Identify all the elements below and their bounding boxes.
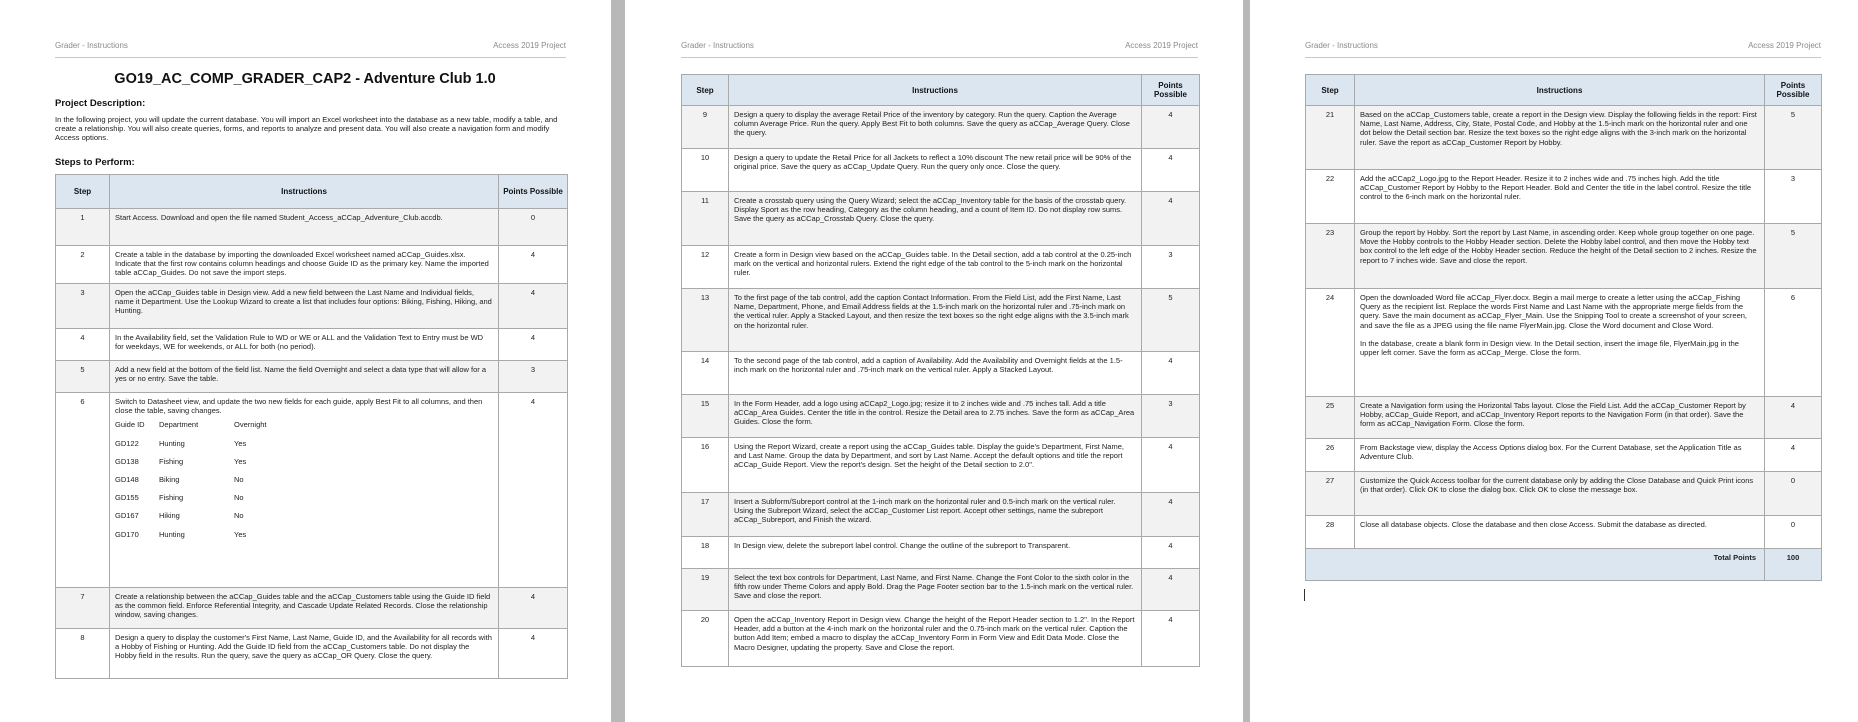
step-instructions: Design a query to update the Retail Price for all Jackets to reflect a 10% discount The new retail price will be 90% of the original price. Save the query as aCCap_Update Query. Run the query only once. Close the query. (729, 149, 1142, 192)
guide-id: GD138 (115, 456, 139, 466)
instructions-column-header: Instructions (729, 75, 1142, 106)
overnight: No (234, 475, 244, 485)
text-cursor (1304, 589, 1305, 601)
step-number: 24 (1306, 289, 1355, 397)
step-points: 4 (1142, 149, 1200, 192)
project-description-text: In the following project, you will update the current database. You will import an Excel worksheet into the database as a new table, modify a table, and create a relationship. You will also create queries, forms, and reports to analyze and present data. You will also create a navigation form and modify Access options. (55, 115, 558, 142)
header-left: Grader - Instructions (1305, 41, 1378, 50)
table-row (56, 361, 568, 393)
step-number: 8 (56, 629, 110, 679)
table-row (682, 246, 1200, 289)
step-points: 4 (499, 588, 568, 629)
overnight-header: Overnight (234, 420, 267, 430)
points-column-header: Points Possible (1142, 75, 1200, 106)
overnight: Yes (234, 529, 247, 539)
department: Fishing (159, 493, 184, 503)
step-number: 13 (682, 289, 729, 352)
table-row (682, 493, 1200, 537)
step-number: 16 (682, 438, 729, 493)
step-instructions: In Design view, delete the subreport label control. Change the outline of the subreport to Transparent. (729, 537, 1142, 569)
table-row (1306, 516, 1822, 549)
step-instructions: Create a crosstab query using the Query Wizard; select the aCCap_Inventory table for the basis of the crosstab query. Display Sport as the row heading, Category as the column heading, and a count of Item ID. Do not display row sums. Save the query as aCCap_Crosstab Query. Close the query. (729, 192, 1142, 246)
step-instructions: Create a form in Design view based on the aCCap_Guides table. In the Detail section, add a tab control at the 0.25-inch mark on the vertical and horizontal rulers. Extend the right edge of the tab control to the 5-inch mark on the horizontal ruler. (729, 246, 1142, 289)
steps-heading: Steps to Perform: (55, 157, 135, 168)
step-instructions: Start Access. Download and open the file named Student_Access_aCCap_Adventure_Club.accdb. (110, 209, 499, 246)
table-row (56, 588, 568, 629)
step-points: 4 (1142, 569, 1200, 611)
step-points: 4 (1142, 106, 1200, 149)
step-instructions: Design a query to display the average Retail Price of the inventory by category. Run the query. Caption the Average column Average Price. Run the query. Apply Best Fit to both columns. Save the query as aCCap_Average Query. Close the query. (729, 106, 1142, 149)
table-row (682, 569, 1200, 611)
step-number: 9 (682, 106, 729, 149)
step-points: 6 (1765, 289, 1822, 397)
total-points-row (1306, 549, 1822, 581)
guide-table-header (115, 420, 493, 429)
step-points: 4 (499, 393, 568, 588)
step-number: 23 (1306, 224, 1355, 289)
step-points: 4 (1765, 397, 1822, 439)
step-points: 3 (499, 361, 568, 393)
steps-table-page-3 (1305, 74, 1822, 581)
table-row (1306, 106, 1822, 170)
step-instructions-with-guide-table (110, 393, 499, 588)
guide-id: GD167 (115, 511, 139, 521)
step-number: 6 (56, 393, 110, 588)
table-row (1306, 170, 1822, 224)
guide-row (115, 475, 493, 484)
document-page-2 (625, 0, 1243, 722)
step-number: 25 (1306, 397, 1355, 439)
table-header-row (56, 175, 568, 209)
points-column-header: Points Possible (499, 175, 568, 209)
header-right: Access 2019 Project (493, 41, 566, 50)
document-title: GO19_AC_COMP_GRADER_CAP2 - Adventure Club 1.0 (114, 71, 496, 87)
step-column-header: Step (56, 175, 110, 209)
header-left: Grader - Instructions (55, 41, 128, 50)
header-rule (55, 57, 566, 58)
step-instructions: Close all database objects. Close the database and then close Access. Submit the database as directed. (1355, 516, 1765, 549)
step-instructions: Using the Report Wizard, create a report using the aCCap_Guides table. Display the guide's Department, First Name, and Last Name. Group the data by Department, and sort by Last Name. Accept the default options and title the report aCCap_Guide Report. View the report's design. Set the height of the Detail section to 2.0". (729, 438, 1142, 493)
guide-row (115, 439, 493, 448)
project-description-heading: Project Description: (55, 98, 146, 109)
step-number: 27 (1306, 472, 1355, 516)
step-instructions: Open the aCCap_Inventory Report in Design view. Change the height of the Report Header section to 1.2". In the Report Header, add a button at the 4-inch mark on the horizontal ruler and the 0.75-inch mark on the vertical ruler. Caption the button Add Item; embed a macro to display the aCCap_Inventory Form in Form View and Edit Data Mode. Close the Macro Designer, updating the property. Save and Close the report. (729, 611, 1142, 667)
guide-id: GD155 (115, 493, 139, 503)
guide-row (115, 530, 493, 539)
step-column-header: Step (682, 75, 729, 106)
step-points: 4 (1765, 439, 1822, 472)
guide-id: GD148 (115, 475, 139, 485)
step-instructions: In the Form Header, add a logo using aCCap2_Logo.jpg; resize it to 2 inches wide and .75 inches tall. Add a title aCCap_Area Guides. Center the title in the control. Resize the Detail area to 2.75 inches. Save the form as aCCap_Area Guides. Close the form. (729, 395, 1142, 438)
step-instructions: Create a relationship between the aCCap_Guides table and the aCCap_Customers table using the Guide ID field as the common field. Enforce Referential Integrity, and Cascade Update Related Records. Close the relationship window, saving changes. (110, 588, 499, 629)
step-number: 3 (56, 284, 110, 329)
step-instructions: Add the aCCap2_Logo.jpg to the Report Header. Resize it to 2 inches wide and .75 inches high. Add the title aCCap_Customer Report by Hobby to the Report Header. Bold and Center the title in the label control. Resize the title control to the 6-inch mark on the horizontal ruler. (1355, 170, 1765, 224)
total-points-label: Total Points (1306, 549, 1765, 581)
step-number: 4 (56, 329, 110, 361)
step-number: 1 (56, 209, 110, 246)
step-points: 5 (1765, 224, 1822, 289)
table-row (1306, 289, 1822, 397)
step-number: 15 (682, 395, 729, 438)
table-row (682, 395, 1200, 438)
step-points: 0 (1765, 472, 1822, 516)
header-left: Grader - Instructions (681, 41, 754, 50)
guide-row (115, 493, 493, 502)
step-instructions: Open the downloaded Word file aCCap_Flyer.docx. Begin a mail merge to create a letter using the aCCap_Fishing Query as the recipient list. Replace the words First Name and Last Name with the appropriate merge fields from the query. Save the main document as aCCap_Flyer_Main. Use the Snipping Tool to create a screenshot of your screen, and save the file as a JPEG using the file name FlyerMain.jpg. Close the Word document and Close Word. (1360, 293, 1748, 330)
step-instructions: Create a Navigation form using the Horizontal Tabs layout. Close the Field List. Add the aCCap_Customer Report by Hobby, aCCap_Guide Report, and aCCap_Inventory Report reports to the Navigation Form (in that order). Save the form as aCCap_Navigation Form. Close the form. (1355, 397, 1765, 439)
overnight: Yes (234, 456, 247, 466)
table-header-row (682, 75, 1200, 106)
document-page-1 (0, 0, 611, 722)
step-number: 2 (56, 246, 110, 284)
step-instructions: Customize the Quick Access toolbar for the current database only by adding the Close Database and Quick Print icons (in that order). Click OK to close the dialog box. Click OK to close the message box. (1355, 472, 1765, 516)
step-points: 4 (1142, 192, 1200, 246)
step-number: 28 (1306, 516, 1355, 549)
step-instructions: To the second page of the tab control, add a caption of Availability. Add the Availability and Overnight fields at the 1.5-inch mark on the horizontal ruler and .75-inch mark on the vertical ruler. Apply a Stacked Layout. (729, 352, 1142, 395)
step-instructions: Group the report by Hobby. Sort the report by Last Name, in ascending order. Keep whole group together on one page. Move the Hobby controls to the Hobby Header section. Delete the Hobby label control, and then move the Hobby text box control to the left edge of the Hobby Header section. Reduce the height of the Detail section to 2 inches. Resize the report to 7 inches wide. Save and close the report. (1355, 224, 1765, 289)
total-points-value: 100 (1765, 549, 1822, 581)
instructions-column-header: Instructions (1355, 75, 1765, 106)
table-row (682, 611, 1200, 667)
table-row (682, 192, 1200, 246)
table-row (682, 438, 1200, 493)
step-number: 19 (682, 569, 729, 611)
table-header-row (1306, 75, 1822, 106)
department: Hunting (159, 438, 185, 448)
step-column-header: Step (1306, 75, 1355, 106)
step-instructions: Select the text box controls for Department, Last Name, and First Name. Change the Font Color to the sixth color in the fifth row under Theme Colors and apply Bold. Drag the Page Footer section bar to the 1.5-inch mark on the vertical ruler. Save and close the report. (729, 569, 1142, 611)
department: Hunting (159, 529, 185, 539)
header-rule (681, 57, 1198, 58)
points-column-header: Points Possible (1765, 75, 1822, 106)
department: Biking (159, 475, 180, 485)
step-number: 14 (682, 352, 729, 395)
step-points: 4 (1142, 611, 1200, 667)
table-row (1306, 439, 1822, 472)
step-points: 4 (499, 284, 568, 329)
table-row (56, 393, 568, 588)
step-instructions: Design a query to display the customer's First Name, Last Name, Guide ID, and the Availability for all records with a Hobby of Fishing or Hunting. Add the Guide ID field from the aCCap_Customers table. Do not display the Hobby field in the results. Run the query, save the query as aCCap_OR Query. Close the query. (110, 629, 499, 679)
header-right: Access 2019 Project (1125, 41, 1198, 50)
table-row (1306, 224, 1822, 289)
guide-row (115, 511, 493, 520)
step-points: 4 (499, 329, 568, 361)
step-points: 0 (1765, 516, 1822, 549)
table-row (682, 106, 1200, 149)
department: Hiking (159, 511, 180, 521)
table-row (682, 352, 1200, 395)
step-instructions-continued: In the database, create a blank form in Design view. In the Detail section, insert the image file, FlyerMain.jpg in the upper left corner. Save the form as aCCap_Merge. Close the form. (1360, 338, 1739, 358)
table-row (1306, 472, 1822, 516)
step-instructions: Switch to Datasheet view, and update the two new fields for each guide, apply Best Fit to all columns, and then close the table, saving changes. (115, 397, 483, 416)
step-instructions: In the Availability field, set the Validation Rule to WD or WE or ALL and the Validation Text to Entry must be WD for weekdays, WE for weekends, or ALL for both (no period). (110, 329, 499, 361)
step-points: 3 (1765, 170, 1822, 224)
table-row (682, 149, 1200, 192)
step-points: 5 (1765, 106, 1822, 170)
step-number: 5 (56, 361, 110, 393)
table-row (1306, 397, 1822, 439)
step-points: 4 (1142, 438, 1200, 493)
instructions-column-header: Instructions (110, 175, 499, 209)
table-row (56, 329, 568, 361)
step-number: 11 (682, 192, 729, 246)
step-points: 4 (1142, 537, 1200, 569)
header-right: Access 2019 Project (1748, 41, 1821, 50)
step-number: 17 (682, 493, 729, 537)
document-page-3 (1250, 0, 1858, 722)
table-row (682, 289, 1200, 352)
table-row (56, 209, 568, 246)
step-number: 12 (682, 246, 729, 289)
guide-id: GD122 (115, 438, 139, 448)
step-number: 20 (682, 611, 729, 667)
guide-row (115, 457, 493, 466)
department: Fishing (159, 456, 184, 466)
step-points: 3 (1142, 395, 1200, 438)
guide-id: GD170 (115, 529, 139, 539)
table-row (56, 629, 568, 679)
step-points: 4 (499, 246, 568, 284)
step-points: 0 (499, 209, 568, 246)
step-instructions: Add a new field at the bottom of the field list. Name the field Overnight and select a data type that will allow for a yes or no entry. Save the table. (110, 361, 499, 393)
step-points: 3 (1142, 246, 1200, 289)
step-instructions: Create a table in the database by importing the downloaded Excel worksheet named aCCap_Guides.xlsx. Indicate that the first row contains column headings and choose Guide ID as the primary key. Name the imported table aCCap_Guides. Do not save the import steps. (110, 246, 499, 284)
step-instructions: From Backstage view, display the Access Options dialog box. For the Current Database, set the Application Title as Adventure Club. (1355, 439, 1765, 472)
guide-id-header: Guide ID (115, 420, 145, 430)
overnight: Yes (234, 438, 247, 448)
step-instructions: Open the aCCap_Guides table in Design view. Add a new field between the Last Name and Individual fields, name it Department. Use the Lookup Wizard to create a list that includes four options: Biking, Fishing, Hiking, and Hunting. (110, 284, 499, 329)
step-points: 4 (1142, 493, 1200, 537)
step-points: 4 (1142, 352, 1200, 395)
steps-table-page-1 (55, 174, 568, 679)
department-header: Department (159, 420, 199, 430)
overnight: No (234, 511, 244, 521)
step-points: 4 (499, 629, 568, 679)
step-number: 10 (682, 149, 729, 192)
overnight: No (234, 493, 244, 503)
table-row (682, 537, 1200, 569)
header-rule (1305, 57, 1821, 58)
steps-table-page-2 (681, 74, 1200, 667)
step-instructions: Based on the aCCap_Customers table, create a report in the Design view. Display the following fields in the report: First Name, Last Name, Address, City, State, Postal Code, and Hobby at the 1.5-inch mark on the horizontal ruler and one dot below the Detail section bar. Resize the text boxes so the right edge aligns with the 3-inch mark on the horizontal ruler. Save the report as aCCap_Customer Report by Hobby. (1355, 106, 1765, 170)
table-row (56, 246, 568, 284)
step-points: 5 (1142, 289, 1200, 352)
step-number: 18 (682, 537, 729, 569)
step-instructions-multi (1355, 289, 1765, 397)
table-row (56, 284, 568, 329)
step-instructions: Insert a Subform/Subreport control at the 1-inch mark on the horizontal ruler and 0.5-inch mark on the vertical ruler. Using the Subreport Wizard, select the aCCap_Customer List report. Accept other settings, name the subreport aCCap_Subreport, and Finish the wizard. (729, 493, 1142, 537)
step-number: 7 (56, 588, 110, 629)
step-number: 26 (1306, 439, 1355, 472)
step-number: 21 (1306, 106, 1355, 170)
step-instructions: To the first page of the tab control, add the caption Contact Information. From the Field List, add the First Name, Last Name, Department, Phone, and Email Address fields at the 1.5-inch mark on the horizontal ruler and .75-inch mark on the vertical ruler. Apply a Stacked Layout, and then resize the text boxes so the right edge aligns with the 3.5-inch mark on the horizontal ruler. (729, 289, 1142, 352)
step-number: 22 (1306, 170, 1355, 224)
